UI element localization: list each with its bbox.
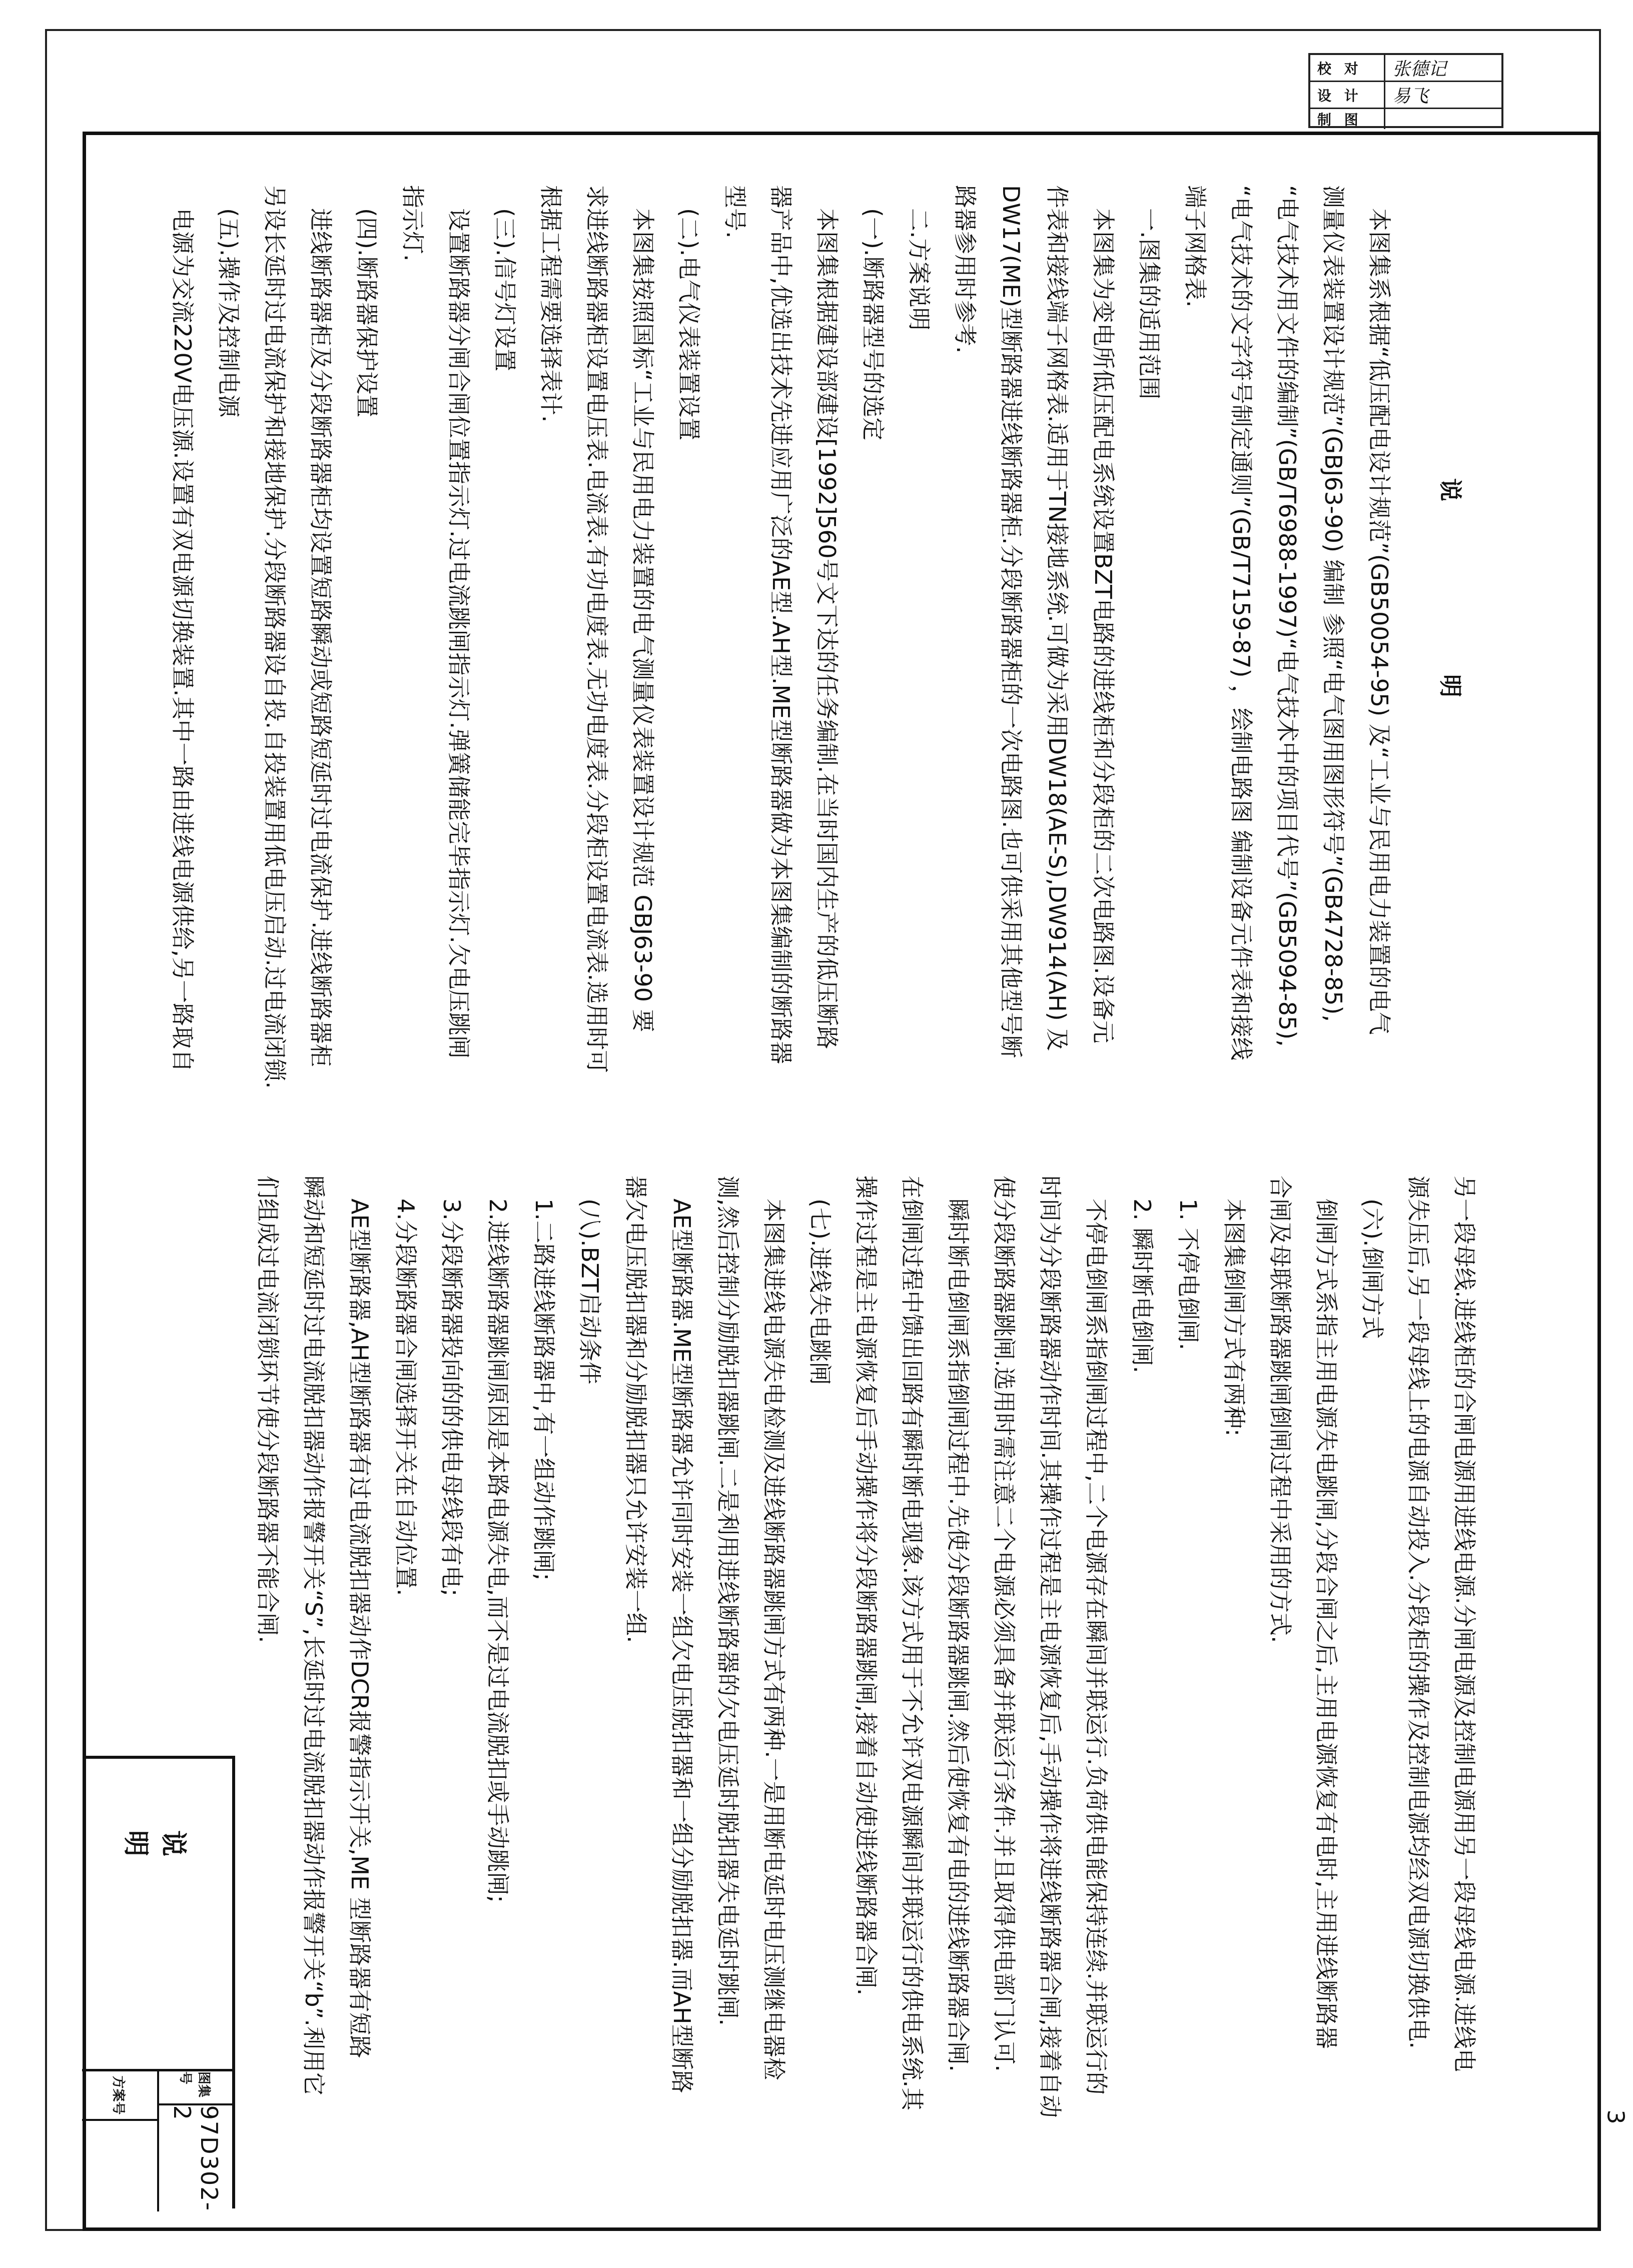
text-line: 源失压后,另一段母线上的电源自动投入.分段柜的操作及控制电源均经双电源切换供电. [1405, 1176, 1432, 2049]
text-line: 进线断路器柜及分段断路器柜均设置短路瞬动或短路短延时过电流保护.进线断路器柜 [307, 185, 334, 1067]
text-line: 时间为分段断路器动作时间.其操作过程是主电源恢复后,手动操作将进线断路器合闸,接着自动 [1037, 1176, 1064, 2118]
text-line: 使分段断路器跳闸.选用时需注意二个电源必须具备并联运行条件.并且取得供电部门认可. [991, 1176, 1018, 2072]
text-line: 本图集进线电源失电检测及进线断路器跳闸方式有两种.一是用断电延时电压测继电器检 [760, 1176, 787, 2080]
text-line: (四).断路器保护设置 [353, 185, 380, 418]
sig-value-draw [1385, 109, 1501, 129]
text-line: (六).倒闸方式 [1359, 1176, 1386, 1339]
text-line: DW17(ME)型断路器进线断路器柜.分段断路器柜的一次电路图.也可供采用其他型号断 [998, 185, 1025, 1058]
text-line: AE型断路器.ME型断路器允许同时安装一组欠电压脱扣器和一组分励脱扣器.而AH型断路 [668, 1176, 695, 2093]
rotated-sheet [85, 150, 1516, 2211]
text-line: 另设长延时过电流保护和接地保护.分段断路器设自投.自投装置用低电压启动.过电流闭锁. [261, 185, 288, 1089]
sig-label-draw: 制 图 [1310, 109, 1385, 129]
text-line: “电气技术用文件的编制”(GB/T6988-1997)“电气技术中的项目代号”(GB5094-85), [1274, 185, 1301, 1047]
text-line: AE型断路器,AH型断路器有过电流脱扣器动作DCR报警指示开关,ME 型断路器有短路 [346, 1176, 373, 2058]
text-line: 电源为交流220V电压源.设置有双电源切换装置.其中一路由进线电源供给,另一路取自 [169, 185, 196, 1072]
scheme-row [82, 2071, 157, 2211]
text-line: 们组成过电流闭锁环节使分段断路器不能合闸. [254, 1176, 281, 1643]
text-line: 求进线断路器柜设置电压表.电流表.有功电度表.无功电度表.分段柜设置电流表.选用时可 [583, 185, 610, 1073]
title-block-title: 说 明 [121, 1830, 188, 2073]
text-line: 另一段母线.进线柜的合闸电源用进线电源.分闸电源及控制电源用另一段母线电源.进线电 [1451, 1176, 1478, 2072]
text-line: 1. 不停电倒闸. [1175, 1176, 1202, 1351]
text-line: (三).信号灯设置 [491, 185, 518, 372]
text-line: 件表和接线端子网格表.适用于TN接地系统.可做为采用DW18(AE-S),DW914(AH) 及 [1044, 185, 1071, 1051]
text-line: 指示灯. [399, 185, 426, 262]
text-line: 测,然后控制分励脱扣器跳闸.二是利用进线断路器的欠电压延时脱扣器失电延时跳闸. [714, 1176, 741, 2026]
text-line: 二.方案说明 [906, 185, 933, 331]
text-line: 倒闸方式系指主用电源失电跳闸,分段合闸之后,主用电源恢复有电时,主用进线断路器 [1313, 1176, 1340, 2049]
text-line: (五).操作及控制电源 [215, 185, 242, 418]
atlas-label: 图集号 [159, 2071, 232, 2105]
text-line: 本图集倒闸方式有两种: [1221, 1176, 1248, 1437]
text-line: 测量仪表装置设计规范”(GBJ63-90) 编制 参照“电气图用图形符号”(GB4728-85), [1320, 185, 1347, 1022]
sig-value-design: 易飞 [1385, 82, 1501, 109]
text-line: “电气技术的文字符号制定通则”(GB/T7159-87) ，绘制电路图 编制设备元件表和接线 [1228, 185, 1255, 1060]
text-line: 瞬动和短延时过电流脱扣器动作报警开关“S”,长延时过电流脱扣器动作报警开关“b”.利用它 [300, 1176, 327, 2095]
atlas-row [157, 2071, 232, 2211]
sig-value-check: 张德记 [1385, 55, 1501, 82]
scheme-number [82, 2121, 157, 2211]
text-line: 本图集为变电所低压配电系统设置BZT电路的进线柜和分段柜的二次电路图.设备元 [1090, 185, 1117, 1043]
signature-block [1308, 53, 1503, 128]
text-line: 端子网格表. [1182, 185, 1209, 308]
text-line: 本图集根据建设部建设[1992]560号文下达的任务编制.在当时国内生产的低压断路 [813, 185, 841, 1049]
title-block-fields [82, 2069, 232, 2211]
document-title: 说 明 [1437, 478, 1464, 772]
sig-label-check: 校 对 [1310, 55, 1385, 82]
text-line: (二).电气仪表装置设置 [675, 185, 702, 441]
text-line: 2. 瞬时断电倒闸. [1129, 1176, 1156, 1374]
text-line: 4.分段断路器合闸选择开关在自动位置. [392, 1176, 419, 1596]
text-line: 2.进线断路器跳闸原因是本路电源失电,而不是过电流脱扣或手动跳闸; [484, 1176, 511, 1903]
text-line: 操作过程是主电源恢复后手动操作将分段断路器跳闸,接着自动使进线断路器合闸. [853, 1176, 880, 1996]
text-line: 1.二路进线断路器中,有一组动作跳闸; [530, 1176, 557, 1581]
text-line: (七).进线失电跳闸 [806, 1176, 834, 1385]
text-line: (八).BZT启动条件 [576, 1176, 603, 1385]
text-line: 器产品中,优选出技术先进应用广泛的AE型.AH型.ME型断路器做为本图集编制的断路器 [767, 185, 794, 1064]
title-block [85, 1756, 235, 2211]
text-line: 器欠电压脱扣器和分励脱扣器只允许安装一组. [622, 1176, 649, 1643]
sig-label-design: 设 计 [1310, 82, 1385, 109]
text-line: 本图集系根据“低压配电设计规范”(GB50054-95) 及“工业与民用电力装置的电气 [1366, 185, 1393, 1035]
text-line: 在倒闸过程中馈出回路有瞬时断电现象.该方式用于不允许双电源瞬间并联运行的供电系统.其 [899, 1176, 926, 2111]
text-line: 路器参用时参考. [952, 185, 979, 354]
text-line: 本图集按照国标“工业与民用电力装置的电气测量仪表装置设计规范 GBJ63-90 要 [629, 185, 656, 1032]
page-number: 3 [1602, 2109, 1629, 2124]
atlas-number: 97D302-2 [169, 2105, 223, 2211]
text-line: 一.图集的适用范围 [1136, 185, 1163, 400]
text-line: 3.分段断路器投向的的供电母线段有电; [438, 1176, 465, 1597]
text-line: 设置断路器分闸合闸位置指示灯.过电流跳闸指示灯.弹簧储能完毕指示灯.欠电压跳闸 [445, 185, 472, 1058]
text-line: 合闸及母联断路器跳闸倒闸过程中采用的方式. [1267, 1176, 1294, 1643]
text-line: 不停电倒闸系指倒闸过程中,二个电源存在瞬间并联运行.负荷供电能保持连续.并联运行的 [1083, 1176, 1110, 2095]
text-line: 型号. [721, 185, 748, 239]
text-line: 瞬时断电倒闸系指倒闸过程中.先使分段断路器跳闸.然后使恢复有电的进线断路器合闸. [945, 1176, 972, 2072]
text-line: 根据工程需要选择表计. [537, 185, 564, 423]
scheme-label: 方案号 [82, 2071, 157, 2121]
text-line: (一).断路器型号的选定 [860, 185, 887, 441]
